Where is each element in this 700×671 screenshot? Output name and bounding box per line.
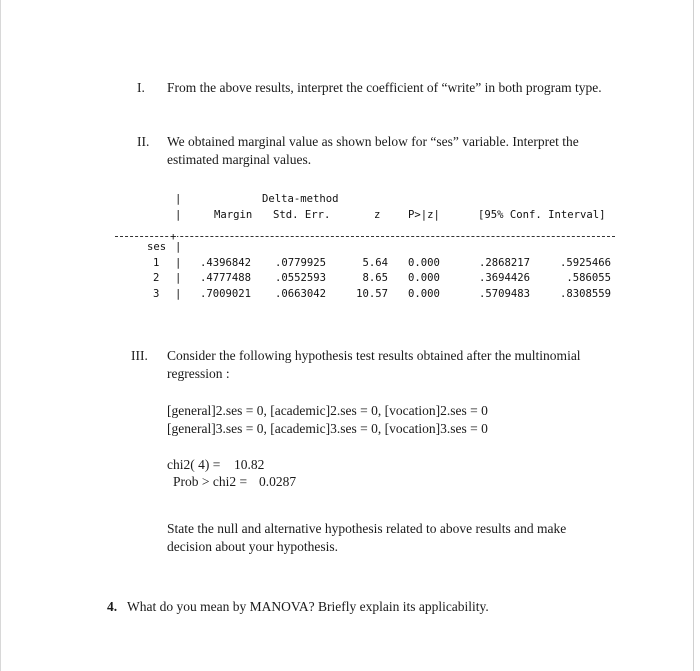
item-ii-numeral: II. <box>137 134 150 149</box>
instruction-line-1: State the null and alternative hypothesis related to above results and make <box>167 521 567 536</box>
header-p: P>|z| <box>408 209 440 221</box>
prob-value: 0.0287 <box>259 474 297 489</box>
q4-text: What do you mean by MANOVA? Briefly explain its applicability. <box>127 599 489 614</box>
page-right-edge <box>693 0 694 671</box>
header-std-err: Std. Err. <box>273 209 331 221</box>
cell-std-err: .0663042 <box>275 288 327 300</box>
cell-ci-high: .8308559 <box>559 288 611 300</box>
table-bar: | <box>175 193 182 205</box>
cell-std-err: .0779925 <box>275 257 327 269</box>
table-bar: | <box>175 209 182 221</box>
item-iii-numeral: III. <box>131 348 148 363</box>
item-ii-line2: estimated marginal values. <box>167 152 312 167</box>
chi2-value: 10.82 <box>234 457 265 472</box>
instruction-line-2: decision about your hypothesis. <box>167 539 338 554</box>
cell-margin: .7009021 <box>200 288 252 300</box>
header-delta-method: Delta-method <box>262 193 339 205</box>
table-bar: | <box>175 241 182 253</box>
cell-ci-high: .5925466 <box>559 257 611 269</box>
row-variable-ses: ses <box>147 241 167 253</box>
separator-cross: + <box>170 231 177 243</box>
cell-margin: .4396842 <box>200 257 252 269</box>
page-left-edge <box>0 0 1 671</box>
table-bar: | <box>175 272 182 284</box>
chi2-label: chi2( 4) = <box>167 457 221 472</box>
table-bar: | <box>175 288 182 300</box>
q4-number: 4. <box>107 599 118 614</box>
item-ii-line1: We obtained marginal value as shown below for “ses” variable. Interpret the <box>167 134 579 149</box>
cell-std-err: .0552593 <box>275 272 327 284</box>
cell-z: 5.64 <box>362 257 388 269</box>
item-i-text: From the above results, interpret the coefficient of “write” in both program type. <box>167 80 602 95</box>
header-z: z <box>374 209 381 221</box>
cell-z: 10.57 <box>356 288 388 300</box>
cell-z: 8.65 <box>362 272 388 284</box>
header-margin: Margin <box>214 209 253 221</box>
cell-ci-low: .5709483 <box>479 288 531 300</box>
row-level: 3 <box>153 288 160 300</box>
cell-ci-high: .586055 <box>566 272 611 284</box>
cell-ci-low: .2868217 <box>479 257 531 269</box>
header-conf-interval: [95% Conf. Interval] <box>478 209 606 221</box>
cell-ci-low: .3694426 <box>479 272 531 284</box>
item-iii-line1: Consider the following hypothesis test results obtained after the multinomial <box>167 348 581 363</box>
row-level: 1 <box>153 257 160 269</box>
prob-label: Prob > chi2 = <box>173 474 248 489</box>
hypothesis-line-1: [general]2.ses = 0, [academic]2.ses = 0, [vocation]2.ses = 0 <box>167 403 488 418</box>
cell-p: 0.000 <box>408 288 440 300</box>
item-i-numeral: I. <box>137 80 145 95</box>
item-iii-line2: regression : <box>167 366 230 381</box>
cell-margin: .4777488 <box>200 272 252 284</box>
table-bar: | <box>175 257 182 269</box>
row-level: 2 <box>153 272 160 284</box>
table-separator <box>115 236 615 237</box>
hypothesis-line-2: [general]3.ses = 0, [academic]3.ses = 0, [vocation]3.ses = 0 <box>167 421 488 436</box>
cell-p: 0.000 <box>408 272 440 284</box>
cell-p: 0.000 <box>408 257 440 269</box>
